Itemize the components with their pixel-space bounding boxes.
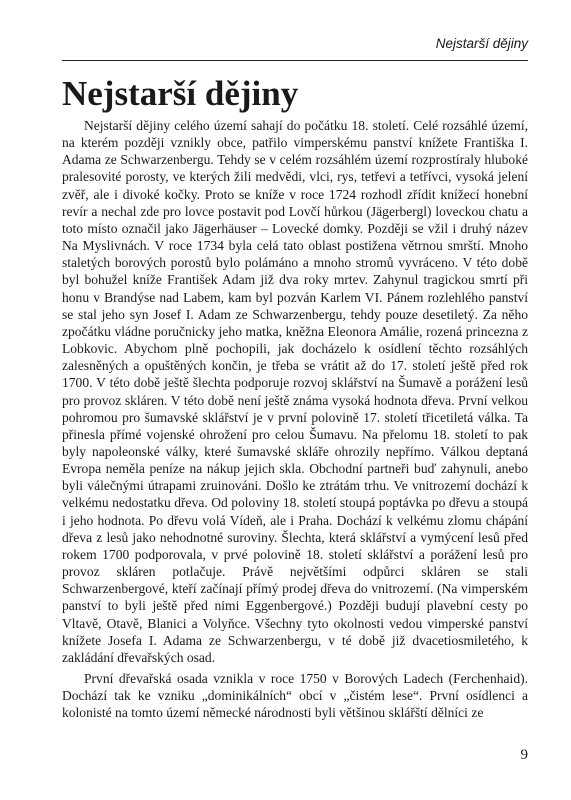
header-rule: [62, 60, 528, 61]
body-text: [62, 117, 528, 721]
running-header: Nejstarší dějiny: [435, 36, 528, 51]
paragraph: První dřevařská osada vznikla v roce 1750 v Borových Ladech (Ferchenhaid). Dochází tak ke vzniku „dominikálních“ obcí v „čistém lese“. První osídlenci a kolonisté na tomto území německé národnosti byli většinou sklářští dělníci ze: [62, 671, 528, 721]
chapter-title: Nejstarší dějiny: [62, 74, 299, 113]
page-number: 9: [520, 747, 528, 763]
paragraph: Nejstarší dějiny celého území sahají do počátku 18. století. Celé rozsáhlé území, na kterém později vznikly obce, patřilo vimperskému panství knížete Františka I. Adama ze Schwarzenbergu. Tehdy se v celém rozsáhlém území rozprostíraly hluboké pralesovité porosty, ve kterých žili medvědi, vlci, rys, tetřevi a tetřívci, vysoká jelení zvěř, ale i divoké kočky. Proto se kníže v roce 1724 rozhodl zřídit knížecí honební revír a nechal zde pro lovce postavit pod Lovčí hůrkou (Jägerbergl) loveckou chatu a toto místo označil jako Jägerhäuser – Lovecké domky. Později se vžil i druhý název Na Myslivnách. V roce 1734 byla celá tato oblast postižena větrnou smrští. Mnoho staletých borových porostů bylo polámáno a mnoho stromů vyvráceno. V této době byl bohužel kníže František Adam již dva roky mrtev. Zahynul tragickou smrtí při honu v Brandýse nad Labem, kam byl pozván Karlem VI. Pánem rozlehlého panství se stal jeho syn Josef I. Adam ze Schwarzenbergu, tehdy pouze desetiletý. Za něho zpočátku vládne poručnicky jeho matka, kněžna Eleonora Amálie, rozená princezna z Lobkovic. Abychom plně pochopili, jak docházelo k osídlení těchto rozsáhlých zalesněných a opuštěných končin, je třeba se vrátit až do 17. století ještě před rok 1700. V této době ještě šlechta podporuje rozvoj sklářství na Šumavě a porážení lesů pro provoz skláren. V této době není ještě známa vysoká hodnota dřeva. První velkou pohromou pro šumavské sklářství je v první polovině 17. století třicetiletá válka. Ta přinesla přímé vojenské ohrožení pro celou Šumavu. Na přelomu 18. století to pak byly napoleonské války, které šumavské skláře ohrozily nepřímo. Válkou deptaná Evropa neměla peníze na nákup jejich skla. Obchodní partneři buď zahynuli, anebo byli válečnými útrapami zruinováni. Došlo ke ztrátám trhu. Ve vnitrozemí dochází k velkému nedostatku dřeva. Od poloviny 18. století stoupá poptávka po dřevu a stoupá i jeho hodnota. Po dřevu volá Vídeň, ale i Praha. Dochází k velkému zlomu chápání dřeva z lesů jako nehodnotné suroviny. Šlechta, která sklářství a vymýcení lesů před rokem 1700 podporovala, v prvé polovině 18. století sklářství a porážení lesů pro provoz skláren potlačuje. Právě největšími odpůrci skláren se stali Schwarzenbergové, kteří začínají přímý prodej dřeva do vnitrozemí. (Na vimperském panství to byli ještě před nimi Eggenbergové.) Později budují plavební cesty po Vltavě, Otavě, Blanici a Volyňce. Všechny tyto okolnosti vedou vimperské panství knížete Josefa I. Adama ze Schwarzenbergu, v té době již dvacetiosmiletého, k zakládání dřevařských osad.: [62, 118, 528, 665]
